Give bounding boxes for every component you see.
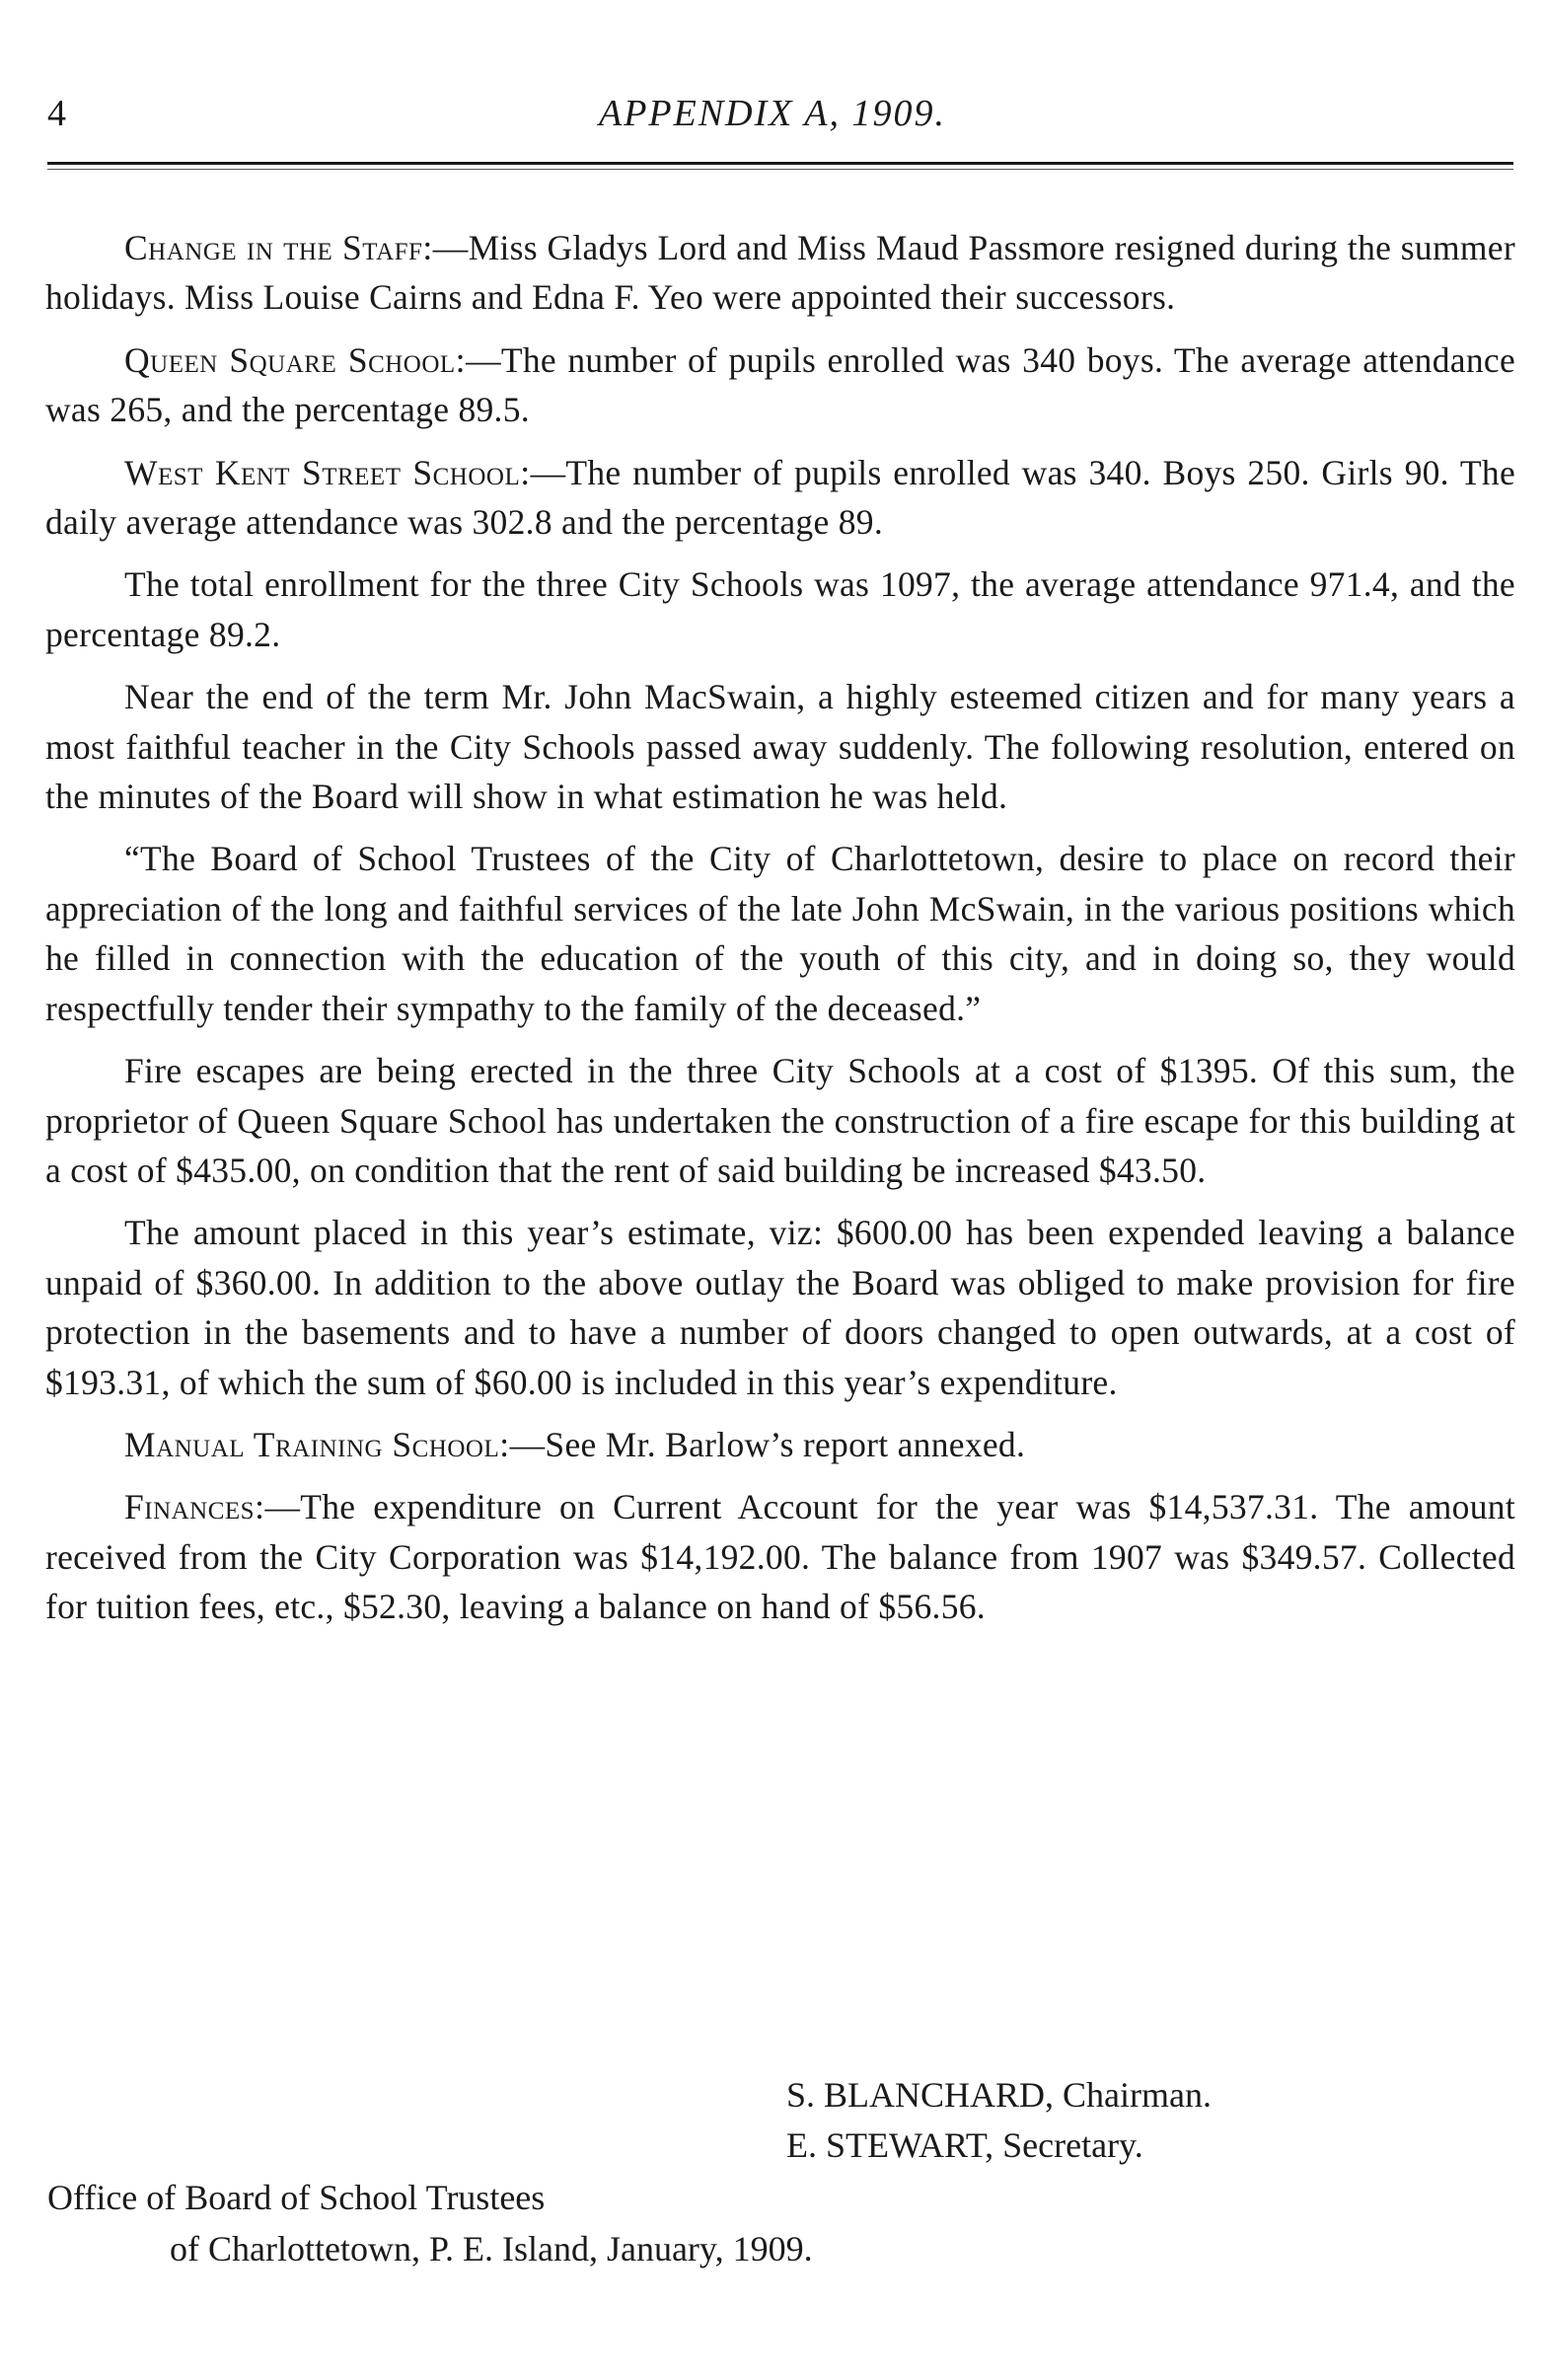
paragraph-text: —Miss Gladys Lord and Miss Maud Passmore resigned during the summer holidays. Miss Louise Cairns and Edna F. Yeo were appointed their successors. xyxy=(45,228,1515,318)
paragraph-manual-training xyxy=(45,1420,1515,1469)
office-line-2: of Charlottetown, P. E. Island, January, 1909. xyxy=(170,2229,813,2268)
paragraph-fire-escapes: Fire escapes are being erected in the three City Schools at a cost of $1395. Of this sum, the proprietor of Queen Square School has undertaken the construction of a fire escape for this building at a cost of $435.00, on condition that the rent of said building be increased $43.50. xyxy=(45,1051,1515,1190)
header-rule-thin xyxy=(47,169,1513,170)
running-title: APPENDIX A, 1909. xyxy=(598,93,947,134)
paragraph-estimate: The amount placed in this year’s estimate, viz: $600.00 has been expended leaving a balance unpaid of $360.00. In addition to the above outlay the Board was obliged to make provision for fire protection in the basements and to have a number of doors changed to open outwards, at a cost of $193.31, of which the sum of $60.00 is included in this year’s expenditure. xyxy=(45,1213,1515,1402)
paragraph-macswain: Near the end of the term Mr. John MacSwain, a highly esteemed citizen and for many years a most faithful teacher in the City Schools passed away suddenly. The following resolution, entered on the minutes of the Board will show in what estimation he was held. xyxy=(45,677,1515,817)
paragraph-text: —See Mr. Barlow’s report annexed. xyxy=(509,1424,1026,1464)
paragraph-text: —The number of pupils enrolled was 340. Boys 250. Girls 90. The daily average attendance was 302.8 and the percentage 89. xyxy=(45,452,1515,543)
paragraph-finances xyxy=(45,1482,1515,1631)
office-address xyxy=(47,2172,813,2274)
signature-chairman: S. BLANCHARD, Chairman. xyxy=(786,2075,1212,2115)
section-heading: West Kent Street School: xyxy=(124,452,531,492)
section-heading: Manual Training School: xyxy=(124,1424,510,1464)
paragraph-text: —The number of pupils enrolled was 340 boys. The average attendance was 265, and the percentage 89.5. xyxy=(45,339,1516,430)
paragraph-resolution: “The Board of School Trustees of the City of Charlottetown, desire to place on record their appreciation of the long and faithful services of the late John McSwain, in the various positions which he filled in connection with the education of the youth of this city, and in doing so, they would respectfully tender their sympathy to the family of the deceased.” xyxy=(45,839,1515,1028)
page-number: 4 xyxy=(47,93,66,134)
paragraph-total-enrollment: The total enrollment for the three City Schools was 1097, the average attendance 971.4, and the percentage 89.2. xyxy=(45,564,1515,654)
paragraph-west-kent xyxy=(45,448,1515,548)
section-heading: Change in the Staff: xyxy=(124,228,433,267)
office-line-1: Office of Board of School Trustees xyxy=(47,2178,546,2217)
signature-secretary: E. STEWART, Secretary. xyxy=(786,2125,1143,2165)
body-text xyxy=(45,223,1515,1645)
section-heading: Finances: xyxy=(124,1487,265,1527)
signature-block xyxy=(786,2070,1212,2171)
section-heading: Queen Square School: xyxy=(124,339,467,380)
paragraph-staff-change xyxy=(45,223,1515,323)
paragraph-text: —The expenditure on Current Account for the year was $14,537.31. The amount received from the City Corporation was $14,192.00. The balance from 1907 was $349.57. Collected for tuition fees, etc., $52.30, leaving a balance on hand of $56.56. xyxy=(45,1487,1515,1627)
paragraph-queen-square xyxy=(45,335,1515,435)
header-rule xyxy=(47,162,1513,165)
